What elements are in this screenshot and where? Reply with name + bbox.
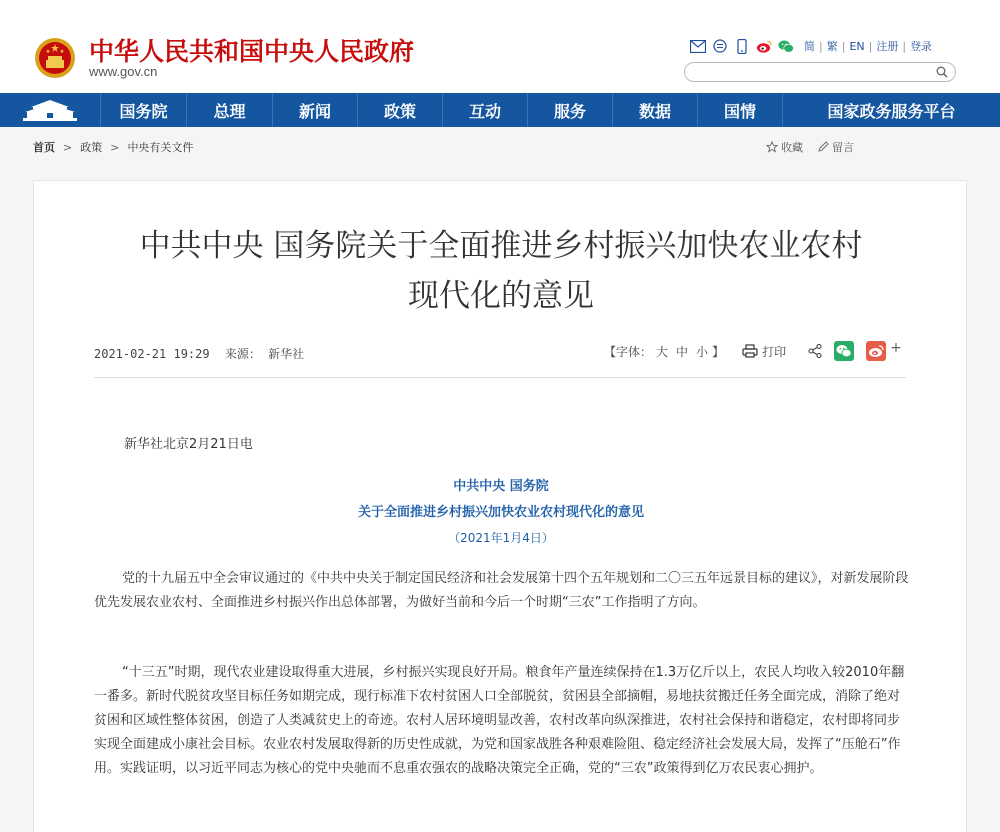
wechat-icon[interactable] xyxy=(778,38,794,54)
breadcrumb xyxy=(33,139,193,155)
article-card xyxy=(33,180,967,832)
nav-item-data[interactable]: 数据 xyxy=(612,93,697,127)
doc-issuer: 中共中央 国务院 xyxy=(453,479,549,494)
font-size-label: 【字体： xyxy=(604,344,653,359)
nav-item-policy[interactable]: 政策 xyxy=(357,93,442,127)
paragraph-2: “十三五”时期，现代农业建设取得重大进展，乡村振兴实现良好开局。粮食年产量连续保持在1.3万亿斤以上，农民人均收入较2010年翻一番多。新时代脱贫攻坚目标任务如期完成，现行标准下农村贫困人口全部脱贫，贫困县全部摘帽，易地扶贫搬迁任务全面完成，消除了绝对贫困和区域性整体贫困，创造了人类减贫史上的奇迹。农村人居环境明显改善，农村改革向纵深推进，农村社会保持和谐稳定，农村即将同步实现全面建成小康社会目标。农业农村发展取得新的历史性成就，为党和国家战胜各种艰难险阻、稳定经济社会发展大局，发挥了“压舱石”作用。实践证明，以习近平同志为核心的党中央驰而不息重农强农的战略决策完全正确，党的“三农”政策得到亿万农民衷心拥护。 xyxy=(94,665,905,776)
language-links xyxy=(804,38,932,54)
search-icon[interactable] xyxy=(935,65,949,79)
article-title-line1: 中共中央 国务院关于全面推进乡村振兴加快农业农村 xyxy=(139,228,863,264)
source-label: 来源： xyxy=(224,347,261,361)
comment-button[interactable] xyxy=(817,139,854,155)
search-box xyxy=(684,62,956,82)
wechat-icon xyxy=(836,344,852,358)
font-size-medium[interactable]: 中 xyxy=(676,344,689,359)
message-icon[interactable] xyxy=(712,38,728,54)
lang-traditional-link[interactable]: 繁 xyxy=(826,40,838,53)
print-button[interactable] xyxy=(742,343,786,360)
separator: | xyxy=(868,39,873,53)
article-title-line2: 现代化的意见 xyxy=(408,278,594,314)
tiananmen-icon xyxy=(21,98,79,122)
favorite-button[interactable] xyxy=(766,139,803,155)
font-size-large[interactable]: 大 xyxy=(656,344,669,359)
separator: | xyxy=(841,39,846,53)
nav-item-state-council[interactable]: 国务院 xyxy=(100,93,186,127)
nav-item-news[interactable]: 新闻 xyxy=(272,93,357,127)
breadcrumb-central-documents[interactable]: 中央有关文件 xyxy=(127,141,194,154)
site-url[interactable]: www.gov.cn xyxy=(89,64,158,79)
font-size-close: 】 xyxy=(712,344,725,359)
lang-english-link[interactable]: EN xyxy=(849,39,865,53)
comment-label: 留言 xyxy=(832,141,854,154)
register-link[interactable]: 注册 xyxy=(876,40,899,53)
favorite-label: 收藏 xyxy=(781,141,803,154)
nav-item-interaction[interactable]: 互动 xyxy=(442,93,527,127)
paragraph-1: 党的十九届五中全会审议通过的《中共中央关于制定国民经济和社会发展第十四个五年规划和二〇三五年远景目标的建议》，对新发展阶段优先发展农业农村、全面推进乡村振兴作出总体部署，为做好当前和今后一个时期“三农”工作指明了方向。 xyxy=(94,571,909,610)
share-wechat-button[interactable] xyxy=(834,341,854,361)
national-emblem-icon[interactable] xyxy=(33,36,77,80)
article-datetime: 2021-02-21 19:29 xyxy=(94,347,210,361)
nav-item-national-info[interactable]: 国情 xyxy=(697,93,782,127)
star-icon xyxy=(766,141,778,153)
breadcrumb-policy[interactable]: 政策 xyxy=(80,141,103,154)
article-tools xyxy=(604,341,902,361)
search-input[interactable] xyxy=(695,65,925,80)
separator: | xyxy=(819,39,823,53)
site-header xyxy=(0,0,1000,93)
font-size-small[interactable]: 小 xyxy=(696,344,709,359)
mobile-icon[interactable] xyxy=(734,38,750,54)
page-actions xyxy=(766,139,854,155)
breadcrumb-home[interactable]: 首页 xyxy=(33,141,55,154)
printer-icon xyxy=(742,344,758,358)
article-source: 新华社 xyxy=(268,347,305,361)
article-meta xyxy=(94,345,312,362)
meta-divider xyxy=(94,377,906,378)
login-link[interactable]: 登录 xyxy=(910,40,933,53)
pencil-icon xyxy=(817,141,829,153)
font-size-control xyxy=(604,343,724,360)
main-nav xyxy=(0,93,1000,127)
utility-bar xyxy=(690,37,932,55)
more-share-button[interactable]: + xyxy=(890,340,902,356)
email-icon[interactable] xyxy=(690,38,706,54)
chevron-right-icon: > xyxy=(63,140,73,154)
print-label: 打印 xyxy=(762,344,787,359)
nav-item-service[interactable]: 服务 xyxy=(527,93,612,127)
doc-date: （2021年1月4日） xyxy=(448,531,554,545)
share-icon[interactable] xyxy=(808,344,822,358)
nav-home[interactable] xyxy=(0,93,100,127)
weibo-icon xyxy=(868,344,884,358)
share-weibo-button[interactable] xyxy=(866,341,886,361)
weibo-icon[interactable] xyxy=(756,38,772,54)
nav-item-service-platform[interactable]: 国家政务服务平台 xyxy=(782,93,1000,127)
nav-item-premier[interactable]: 总理 xyxy=(186,93,272,127)
site-title[interactable]: 中华人民共和国中央人民政府 xyxy=(89,37,415,66)
article-title xyxy=(34,221,968,321)
chevron-right-icon: > xyxy=(110,140,120,154)
doc-title: 关于全面推进乡村振兴加快农业农村现代化的意见 xyxy=(357,505,644,520)
separator: | xyxy=(902,39,907,53)
lang-simplified-link[interactable]: 简 xyxy=(804,40,815,53)
dateline: 新华社北京2月21日电 xyxy=(124,437,253,452)
